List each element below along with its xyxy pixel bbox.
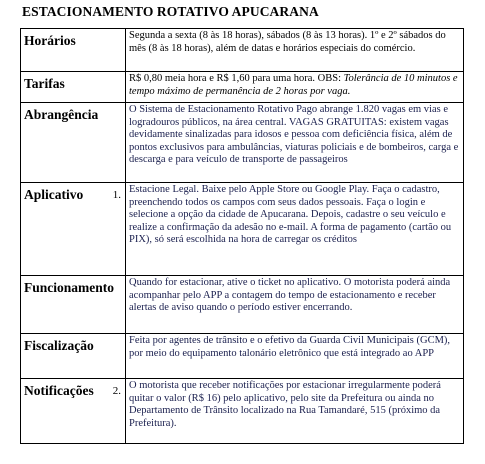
- table-row: [21, 276, 464, 334]
- row-label-text: Funcionamento: [24, 280, 115, 295]
- table-row: [21, 379, 464, 444]
- row-label-text: Horários: [24, 33, 76, 48]
- row-label-text: Aplicativo: [24, 187, 84, 202]
- row-label: [21, 103, 126, 183]
- row-label-text: Fiscalização: [24, 338, 94, 353]
- row-value: Segunda a sexta (8 às 18 horas), sábados (8 às 13 horas). 1º e 2º sábados do mês (8 às 18 horas), além de datas e horários especiais do comércio.: [126, 29, 464, 72]
- row-label: [21, 72, 126, 103]
- row-label: [21, 276, 126, 334]
- row-value: Quando for estacionar, ative o ticket no aplicativo. O motorista poderá ainda acompanhar pelo APP a contagem do tempo de estacionamento e receber alertas de aviso quando o período estiver encerrando.: [126, 276, 464, 334]
- row-label-text: Abrangência: [24, 107, 99, 122]
- row-value: O Sistema de Estacionamento Rotativo Pago abrange 1.820 vagas em vias e logradouros públicos, na área central. VAGAS GRATUITAS: existem vagas devidamente sinalizadas para idosos e pessoa com deficiência física, além de pontos exclusivos para ambulâncias, viaturas policiais e de bombeiros, carga e descarga e para veículo de transporte de passageiros: [126, 103, 464, 183]
- row-label: [21, 29, 126, 72]
- table-row: [21, 183, 464, 276]
- document-title: ESTACIONAMENTO ROTATIVO APUCARANA: [22, 4, 319, 19]
- row-label: [21, 334, 126, 379]
- table-row: [21, 334, 464, 379]
- row-value-text: R$ 0,80 meia hora e R$ 1,60 para uma hora. OBS:: [129, 73, 344, 84]
- row-value-italic: Tolerância de 10 minutos e tempo máximo de permanência de 2 horas por vaga.: [129, 73, 458, 97]
- row-label-text: Tarifas: [24, 76, 65, 91]
- row-value: [126, 72, 464, 103]
- row-label: [21, 379, 126, 444]
- table-row: [21, 103, 464, 183]
- table-row: [21, 72, 464, 103]
- row-label-text: Notificações: [24, 383, 94, 398]
- row-value: O motorista que receber notificações por estacionar irregularmente poderá quitar o valor (R$ 16) pelo aplicativo, pelo site da Prefeitura ou ainda no Departamento de Trânsito localizado na Rua Tamandaré, 515 (próximo da Prefeitura).: [126, 379, 464, 444]
- row-number: 2.: [112, 385, 121, 397]
- info-table: [20, 28, 464, 444]
- table-row: [21, 29, 464, 72]
- row-value: Feita por agentes de trânsito e o efetivo da Guarda Civil Municipais (GCM), por meio do equipamento talonário eletrônico que está integrado ao APP: [126, 334, 464, 379]
- row-label: [21, 183, 126, 276]
- row-value: Estacione Legal. Baixe pelo Apple Store ou Google Play. Faça o cadastro, preenchendo todos os campos com seus dados pessoais. Faça o login e selecione a opção da cidade de Apucarana. Depois, cadastre o seu veículo e realize a confirmação da adesão no e-mail. A forma de pagamento (cartão ou PIX), só será escolhida na hora de carregar os créditos: [126, 183, 464, 276]
- row-number: 1.: [112, 189, 121, 201]
